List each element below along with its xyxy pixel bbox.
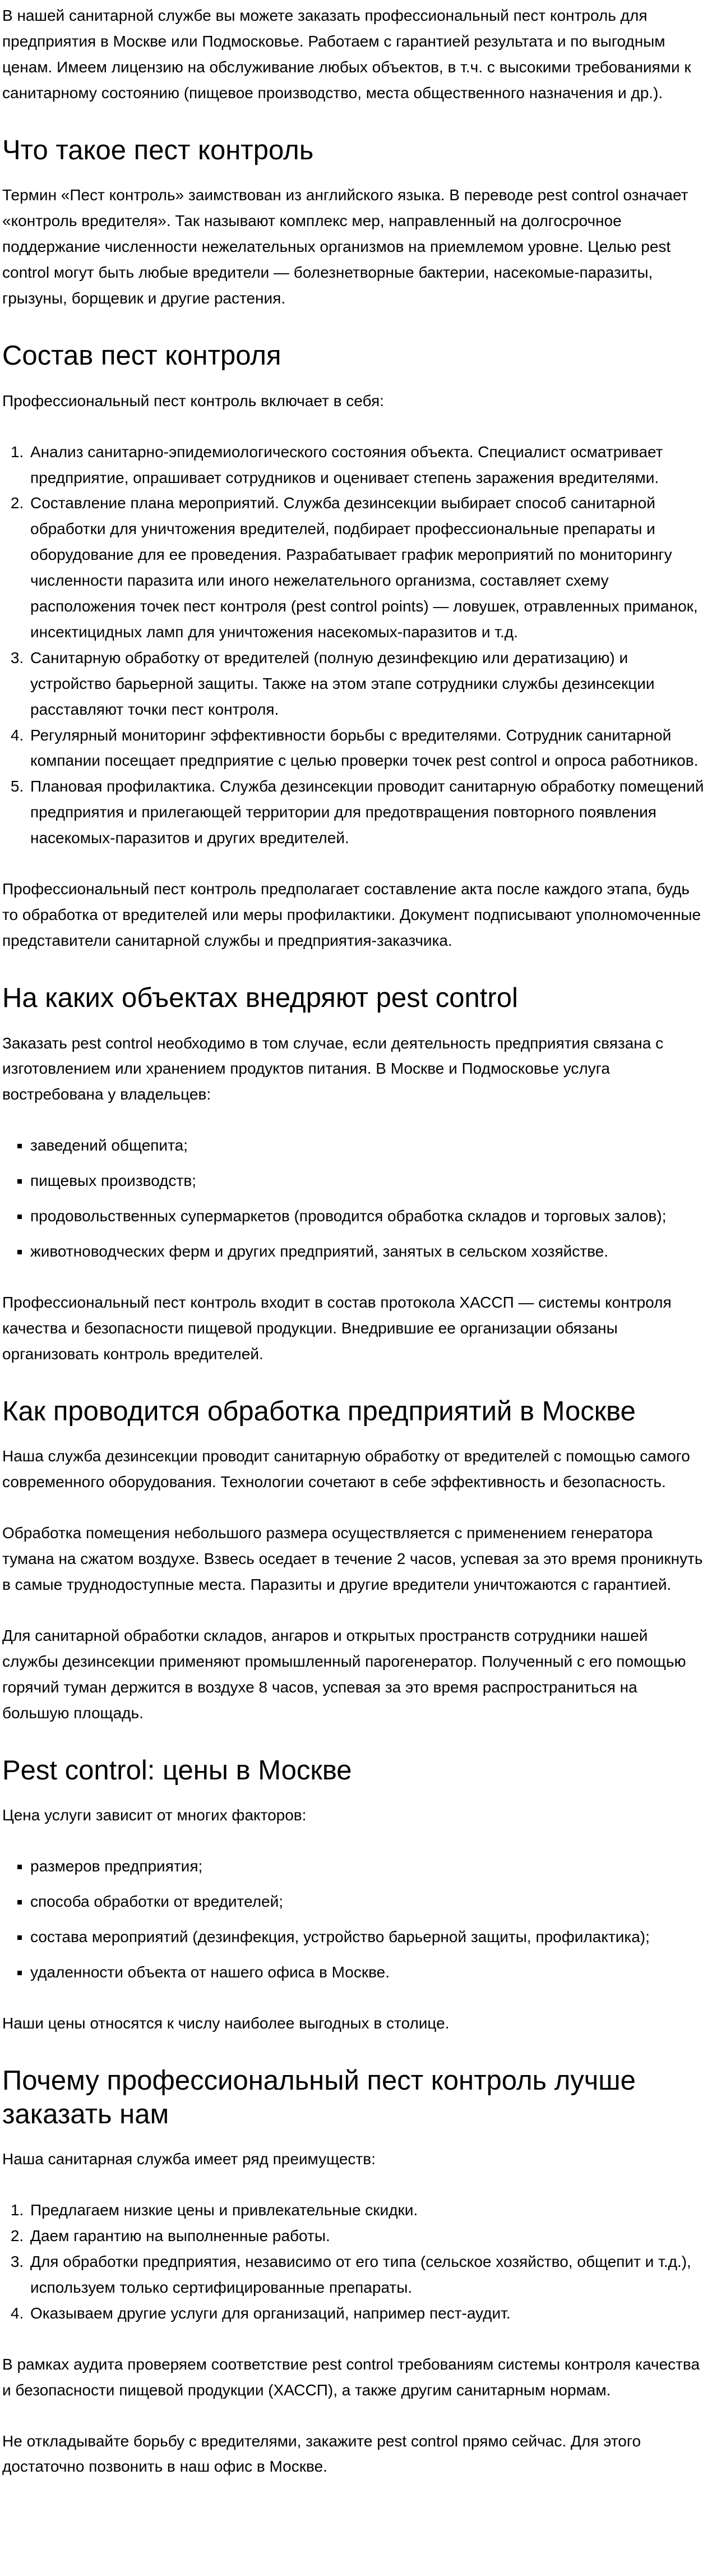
section-title-why-us: Почему профессиональный пест контроль лучше заказать нам bbox=[2, 2065, 636, 2129]
prices-outro-paragraph: Наши цены относятся к числу наиболее выгодных в столице. bbox=[2, 2014, 450, 2032]
list-item: 4. Оказываем другие услуги для организаций, например пест-аудит. bbox=[28, 2301, 705, 2326]
composition-outro-paragraph: Профессиональный пест контроль предполагает составление акта после каждого этапа, будь то обработка от вредителей или меры профилактики. Документ подписывают уполномоченные представители санитарной службы и предприятия-заказчика. bbox=[2, 880, 701, 949]
list-item: 1. Анализ санитарно-эпидемиологического состояния объекта. Специалист осматривает предприятие, опрашивает сотрудников и оценивает степень заражения вредителями. bbox=[28, 439, 705, 491]
composition-steps-list bbox=[2, 439, 705, 852]
list-item: 4. Регулярный мониторинг эффективности борьбы с вредителями. Сотрудник санитарной компании посещает предприятие с целью проверки точек pest control и опроса работников. bbox=[28, 723, 705, 774]
list-item: 1. Предлагаем низкие цены и привлекательные скидки. bbox=[28, 2197, 705, 2223]
list-item: ▪ продовольственных супермаркетов (проводится обработка складов и торговых залов); bbox=[30, 1203, 705, 1229]
intro-paragraph: В нашей санитарной службе вы можете заказать профессиональный пест контроль для предприятия в Москве или Подмосковье. Работаем с гарантией результата и по выгодным ценам. Имеем лицензию на обслуживание любых объектов, в т.ч. с высокими требованиями к санитарному состоянию (пищевое производство, места общественного назначения и др.). bbox=[2, 7, 691, 102]
section-title-how-processing-works: Как проводится обработка предприятий в Москве bbox=[2, 1396, 636, 1427]
list-item: ▪ пищевых производств; bbox=[30, 1168, 705, 1194]
section-title-composition: Состав пест контроля bbox=[2, 340, 281, 371]
price-factors-list bbox=[2, 1853, 705, 1985]
how-paragraph-2: Обработка помещения небольшого размера осуществляется с применением генератора тумана на сжатом воздухе. Взвесь оседает в течение 2 часов, успевая за это время проникнуть в самые труднодоступные места. Паразиты и другие вредители уничтожаются с гарантией. bbox=[2, 1524, 703, 1594]
list-item: 2. Даем гарантию на выполненные работы. bbox=[28, 2223, 705, 2249]
how-paragraph-1: Наша служба дезинсекции проводит санитарную обработку от вредителей с помощью самого современного оборудования. Технологии сочетают в себе эффективность и безопасность. bbox=[2, 1447, 690, 1491]
list-item: ▪ размеров предприятия; bbox=[30, 1853, 705, 1879]
list-item: 2. Составление плана мероприятий. Служба дезинсекции выбирает способ санитарной обработки для уничтожения вредителей, подбирает профессиональные препараты и оборудование для ее проведения. Разрабатывает график мероприятий по мониторингу численности паразита или иного нежелательного организма, составляет схему расположения точек пест контроля (pest control points) — ловушек, отравленных приманок, инсектицидных ламп для уничтожения насекомых-паразитов и т.д. bbox=[28, 490, 705, 645]
list-item: ▪ животноводческих ферм и других предприятий, занятых в сельском хозяйстве. bbox=[30, 1239, 705, 1264]
composition-lead-paragraph: Профессиональный пест контроль включает в себя: bbox=[2, 392, 384, 410]
objects-lead-paragraph: Заказать pest control необходимо в том случае, если деятельность предприятия связана с изготовлением или хранением продуктов питания. В Москве и Подмосковье услуга востребована у владельцев: bbox=[2, 1034, 664, 1103]
what-is-paragraph: Термин «Пест контроль» заимствован из английского языка. В переводе pest control означает «контроль вредителя». Так называют комплекс мер, направленный на долгосрочное поддержание численности нежелательных организмов на приемлемом уровне. Целью pest control могут быть любые вредители — болезнетворные бактерии, насекомые-паразиты, грызуны, борщевик и другие растения. bbox=[2, 186, 688, 307]
list-item: 5. Плановая профилактика. Служба дезинсекции проводит санитарную обработку помещений предприятия и прилегающей территории для предотвращения повторного появления насекомых-паразитов и других вредителей. bbox=[28, 774, 705, 851]
prices-lead-paragraph: Цена услуги зависит от многих факторов: bbox=[2, 1806, 307, 1824]
section-title-prices: Pest control: цены в Москве bbox=[2, 1755, 352, 1786]
list-item: ▪ заведений общепита; bbox=[30, 1133, 705, 1158]
list-item: ▪ состава мероприятий (дезинфекция, устройство барьерной защиты, профилактика); bbox=[30, 1924, 705, 1950]
why-us-lead-paragraph: Наша санитарная служба имеет ряд преимуществ: bbox=[2, 2150, 376, 2168]
section-title-what-is-pest-control: Что такое пест контроль bbox=[2, 135, 314, 165]
objects-outro-paragraph: Профессиональный пест контроль входит в состав протокола ХАССП — системы контроля качества и безопасности пищевой продукции. Внедрившие ее организации обязаны организовать контроль вредителей. bbox=[2, 1293, 672, 1363]
how-paragraph-3: Для санитарной обработки складов, ангаров и открытых пространств сотрудники нашей службы дезинсекции применяют промышленный парогенератор. Полученный с его помощью горячий туман держится в воздухе 8 часов, успевая за это время распространиться на большую площадь. bbox=[2, 1626, 686, 1722]
list-item: ▪ удаленности объекта от нашего офиса в Москве. bbox=[30, 1959, 705, 1985]
call-to-action-paragraph: Не откладывайте борьбу с вредителями, закажите pest control прямо сейчас. Для этого достаточно позвонить в наш офис в Москве. bbox=[2, 2432, 641, 2476]
advantages-list bbox=[2, 2197, 705, 2326]
list-item: 3. Санитарную обработку от вредителей (полную дезинфекцию или дератизацию) и устройство барьерной защиты. Также на этом этапе сотрудники службы дезинсекции расставляют точки пест контроля. bbox=[28, 645, 705, 723]
object-types-list bbox=[2, 1133, 705, 1264]
list-item: ▪ способа обработки от вредителей; bbox=[30, 1889, 705, 1915]
list-item: 3. Для обработки предприятия, независимо от его типа (сельское хозяйство, общепит и т.д.), используем только сертифицированные препараты. bbox=[28, 2249, 705, 2301]
section-title-objects: На каких объектах внедряют pest control bbox=[2, 982, 518, 1013]
audit-paragraph: В рамках аудита проверяем соответствие pest control требованиям системы контроля качества и безопасности пищевой продукции (ХАССП), а также другим санитарным нормам. bbox=[2, 2355, 700, 2399]
